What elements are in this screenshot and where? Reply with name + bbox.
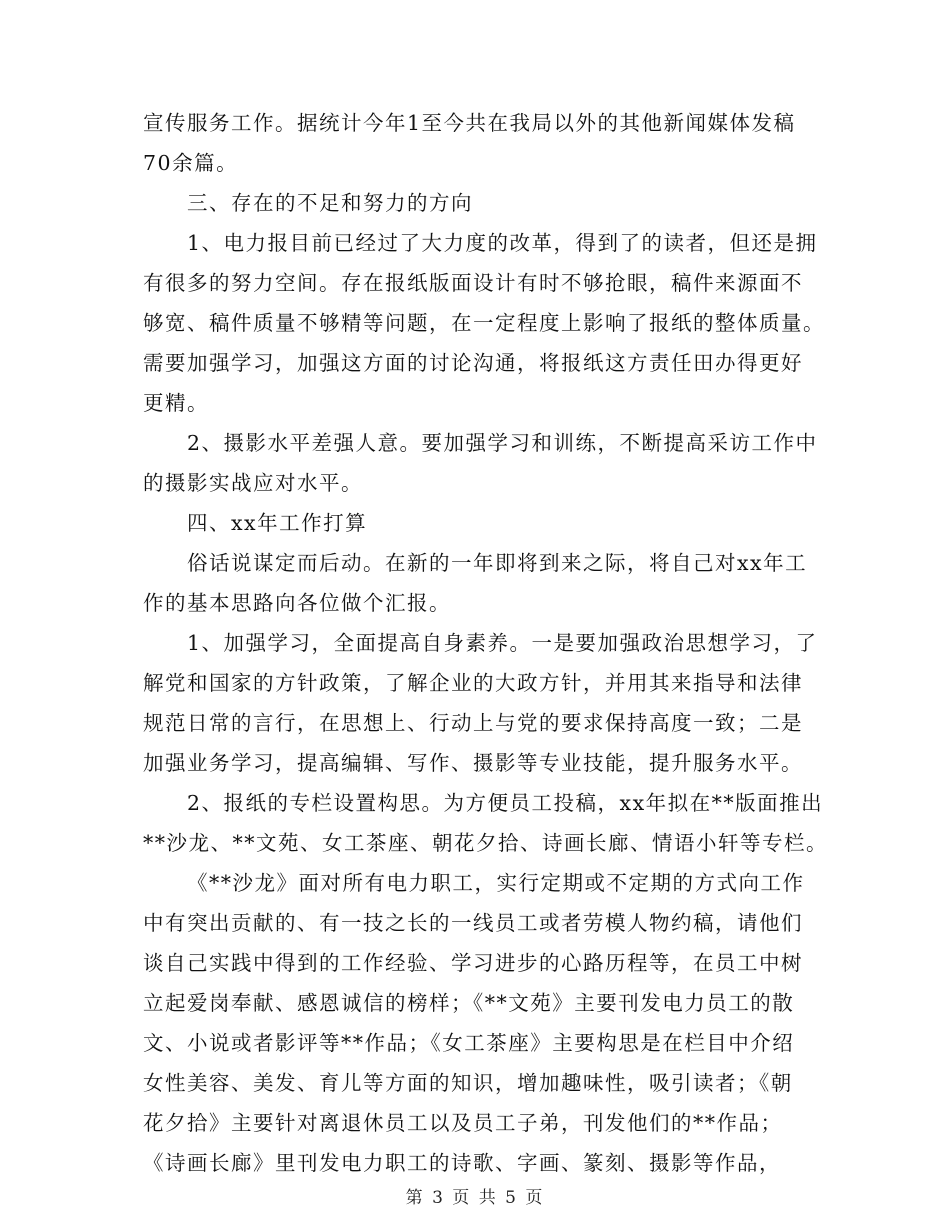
text-line: 有很多的努力空间。存在报纸版面设计有时不够抢眼，稿件来源面不 bbox=[143, 271, 803, 295]
text-line: 1、加强学习，全面提高自身素养。一是要加强政治思想学习，了 bbox=[187, 631, 818, 655]
text-line: 立起爱岗奉献、感恩诚信的榜样；《**文苑》主要刊发电力员工的散 bbox=[143, 991, 795, 1015]
text-line: 《**沙龙》面对所有电力职工，实行定期或不定期的方式向工作 bbox=[187, 871, 805, 895]
text-line: 更精。 bbox=[143, 391, 209, 415]
section-heading: 三、存在的不足和努力的方向 bbox=[187, 191, 473, 215]
page-number-footer: 第 3 页 共 5 页 bbox=[405, 1188, 545, 1208]
text-line: 花夕拾》主要针对离退休员工以及员工子弟，刊发他们的**作品； bbox=[143, 1111, 783, 1135]
text-line: 需要加强学习，加强这方面的讨论沟通，将报纸这方责任田办得更好 bbox=[143, 351, 803, 375]
text-line: 加强业务学习，提高编辑、写作、摄影等专业技能，提升服务水平。 bbox=[143, 751, 803, 775]
text-line: 解党和国家的方针政策，了解企业的大政方针，并用其来指导和法律 bbox=[143, 671, 803, 695]
text-line: 中有突出贡献的、有一技之长的一线员工或者劳模人物约稿，请他们 bbox=[143, 911, 803, 935]
section-heading: 四、xx年工作打算 bbox=[187, 511, 368, 535]
text-line: 2、摄影水平差强人意。要加强学习和训练，不断提高采访工作中 bbox=[187, 431, 818, 455]
text-line: **沙龙、**文苑、女工茶座、朝花夕拾、诗画长廊、情语小轩等专栏。 bbox=[143, 831, 828, 855]
text-line: 文、小说或者影评等**作品；《女工茶座》主要构思是在栏目中介绍 bbox=[143, 1031, 795, 1055]
text-line: 作的基本思路向各位做个汇报。 bbox=[143, 591, 451, 615]
text-line: 的摄影实战应对水平。 bbox=[143, 471, 363, 495]
text-line: 俗话说谋定而后动。在新的一年即将到来之际，将自己对xx年工 bbox=[187, 551, 808, 575]
text-line: 《诗画长廊》里刊发电力职工的诗歌、字画、篆刻、摄影等作品， bbox=[143, 1151, 781, 1175]
text-line: 女性美容、美发、育儿等方面的知识，增加趣味性，吸引读者；《朝 bbox=[143, 1071, 793, 1095]
text-line: 够宽、稿件质量不够精等问题，在一定程度上影响了报纸的整体质量。 bbox=[143, 311, 825, 335]
text-line: 宣传服务工作。据统计今年1至今共在我局以外的其他新闻媒体发稿 bbox=[143, 111, 796, 135]
text-line: 规范日常的言行，在思想上、行动上与党的要求保持高度一致；二是 bbox=[143, 711, 803, 735]
text-line: 70余篇。 bbox=[143, 151, 239, 175]
text-line: 2、报纸的专栏设置构思。为方便员工投稿，xx年拟在**版面推出 bbox=[187, 791, 824, 815]
text-line: 谈自己实践中得到的工作经验、学习进步的心路历程等，在员工中树 bbox=[143, 951, 803, 975]
text-line: 1、电力报目前已经过了大力度的改革，得到了的读者，但还是拥 bbox=[187, 231, 818, 255]
